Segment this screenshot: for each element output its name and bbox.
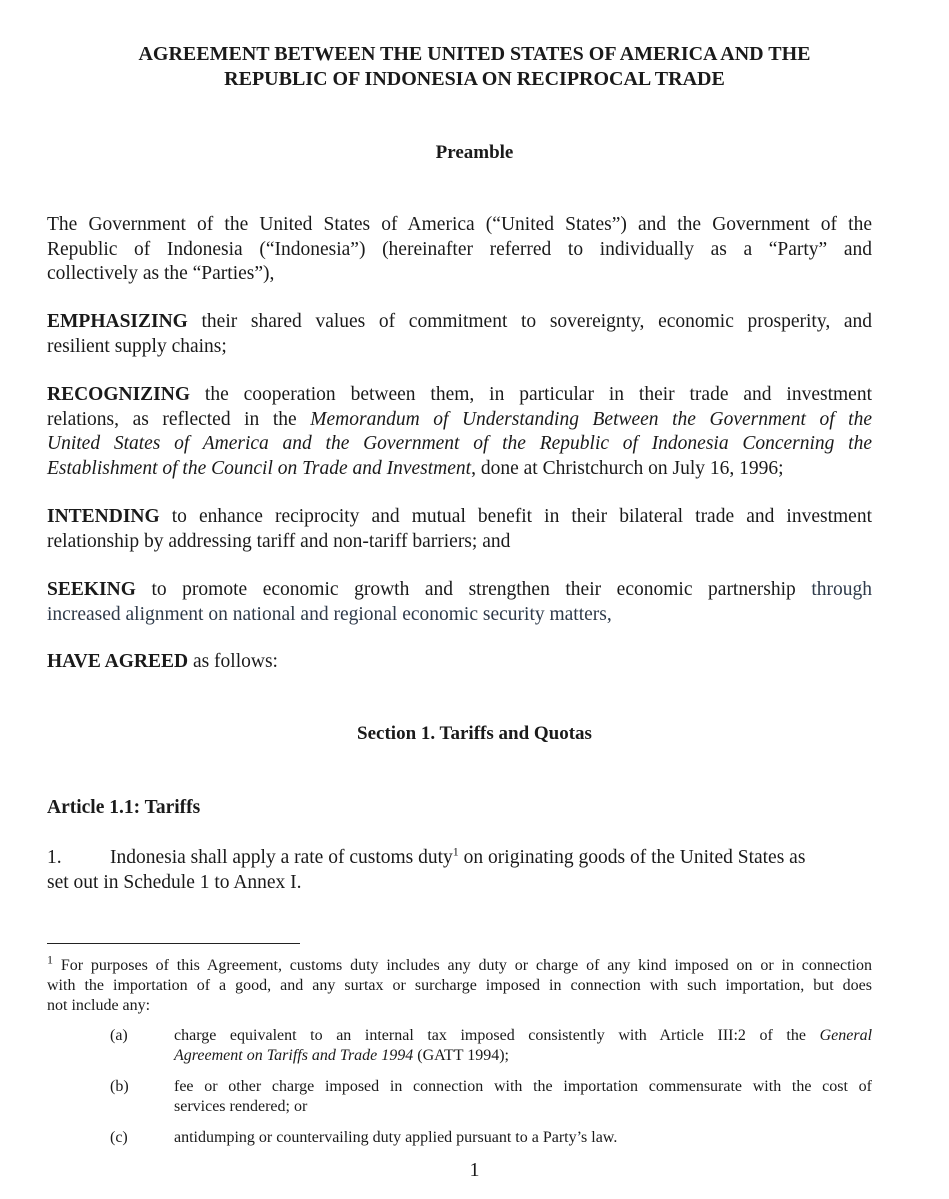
title-line-1: AGREEMENT BETWEEN THE UNITED STATES OF AMERICA AND THE xyxy=(138,43,811,65)
seeking-line-2: increased alignment on national and regional economic security matters, xyxy=(47,603,612,625)
seeking-paragraph xyxy=(47,578,872,627)
agreement-title xyxy=(0,42,949,92)
intending-line-1: to enhance reciprocity and mutual benefit in their bilateral trade and investment xyxy=(171,506,872,527)
recognizing-paragraph xyxy=(47,383,872,481)
agreed-text: as follows: xyxy=(192,651,278,672)
footnote-item-b-line-1: fee or other charge imposed in connection with the importation commensurate with the cost of xyxy=(174,1078,872,1095)
article-heading: Article 1.1: Tariffs xyxy=(47,797,201,818)
article-line-1b: on originating goods of the United States as xyxy=(463,847,806,868)
intro-line-2: Republic of Indonesia (“Indonesia”) (hereinafter referred to individually as a “Party” and xyxy=(47,238,872,260)
recognizing-line-4-plain: , done at Christchurch on July 16, 1996; xyxy=(471,457,784,479)
mou-title-part-3: Establishment of the Council on Trade and Investment xyxy=(47,457,472,479)
footnote-line-3: not include any: xyxy=(47,997,151,1014)
footnote-item-a-line-1: charge equivalent to an internal tax imposed consistently with Article III:2 of the xyxy=(174,1027,806,1044)
footnote-item-label: (c) xyxy=(110,1129,128,1146)
footnote-item-c-line-1: antidumping or countervailing duty applied pursuant to a Party’s law. xyxy=(174,1129,618,1146)
intro-line-1: The Government of the United States of America (“United States”) and the Government of the xyxy=(47,214,872,235)
gatt-title-part-2: Agreement on Tariffs and Trade 1994 xyxy=(174,1047,414,1064)
preamble-heading: Preamble xyxy=(435,142,514,163)
footnote-item-b-line-2: services rendered; or xyxy=(174,1098,308,1115)
page-number: 1 xyxy=(469,1159,480,1181)
intro-line-3: collectively as the “Parties”), xyxy=(47,263,275,284)
article-line-1a: Indonesia shall apply a rate of customs duty xyxy=(110,847,453,868)
title-line-2: REPUBLIC OF INDONESIA ON RECIPROCAL TRADE xyxy=(224,68,725,90)
emphasizing-keyword: EMPHASIZING xyxy=(47,311,188,332)
seeking-keyword: SEEKING xyxy=(47,579,136,600)
mou-title-part-2: United States of America and the Government of the Republic of Indonesia Concerning the xyxy=(47,433,872,454)
intending-paragraph xyxy=(47,505,872,554)
footnote-separator xyxy=(47,943,300,944)
agreed-keyword: HAVE AGREED xyxy=(47,651,189,672)
article-paragraph-1 xyxy=(47,846,872,895)
intro-paragraph xyxy=(47,213,872,287)
footnote-marker: 1 xyxy=(47,952,53,967)
footnote-item-a-line-2: (GATT 1994); xyxy=(417,1047,509,1064)
footnote-line-2: with the importation of a good, and any surtax or surcharge imposed in connection with such importation, but does xyxy=(47,977,872,994)
intending-line-2: relationship by addressing tariff and non-tariff barriers; and xyxy=(47,530,511,552)
emphasizing-paragraph xyxy=(47,310,872,359)
seeking-line-1: to promote economic growth and strengthen their economic partnership xyxy=(151,579,796,600)
paragraph-number: 1. xyxy=(47,847,62,868)
agreed-paragraph xyxy=(47,650,872,675)
emphasizing-line-2: resilient supply chains; xyxy=(47,335,227,357)
footnote-line-1: For purposes of this Agreement, customs duty includes any duty or charge of any kind imposed on or in connection xyxy=(60,957,872,974)
footnote-item-label: (a) xyxy=(110,1027,128,1044)
footnote-item-label: (b) xyxy=(110,1078,129,1095)
recognizing-line-2-plain: relations, as reflected in the xyxy=(47,408,297,430)
seeking-line-1-end: through xyxy=(811,579,872,600)
intending-keyword: INTENDING xyxy=(47,506,160,527)
mou-title-part-1: Memorandum of Understanding Between the Government of the xyxy=(310,408,872,430)
footnote-1 xyxy=(47,952,872,1016)
article-line-2: set out in Schedule 1 to Annex I. xyxy=(47,871,302,893)
gatt-title-part-1: General xyxy=(819,1027,873,1044)
recognizing-line-1: the cooperation between them, in particular in their trade and investment xyxy=(204,384,872,405)
recognizing-keyword: RECOGNIZING xyxy=(47,384,191,405)
emphasizing-line-1: their shared values of commitment to sovereignty, economic prosperity, and xyxy=(201,311,873,332)
footnote-reference[interactable]: 1 xyxy=(452,844,459,859)
section-heading: Section 1. Tariffs and Quotas xyxy=(357,723,592,744)
